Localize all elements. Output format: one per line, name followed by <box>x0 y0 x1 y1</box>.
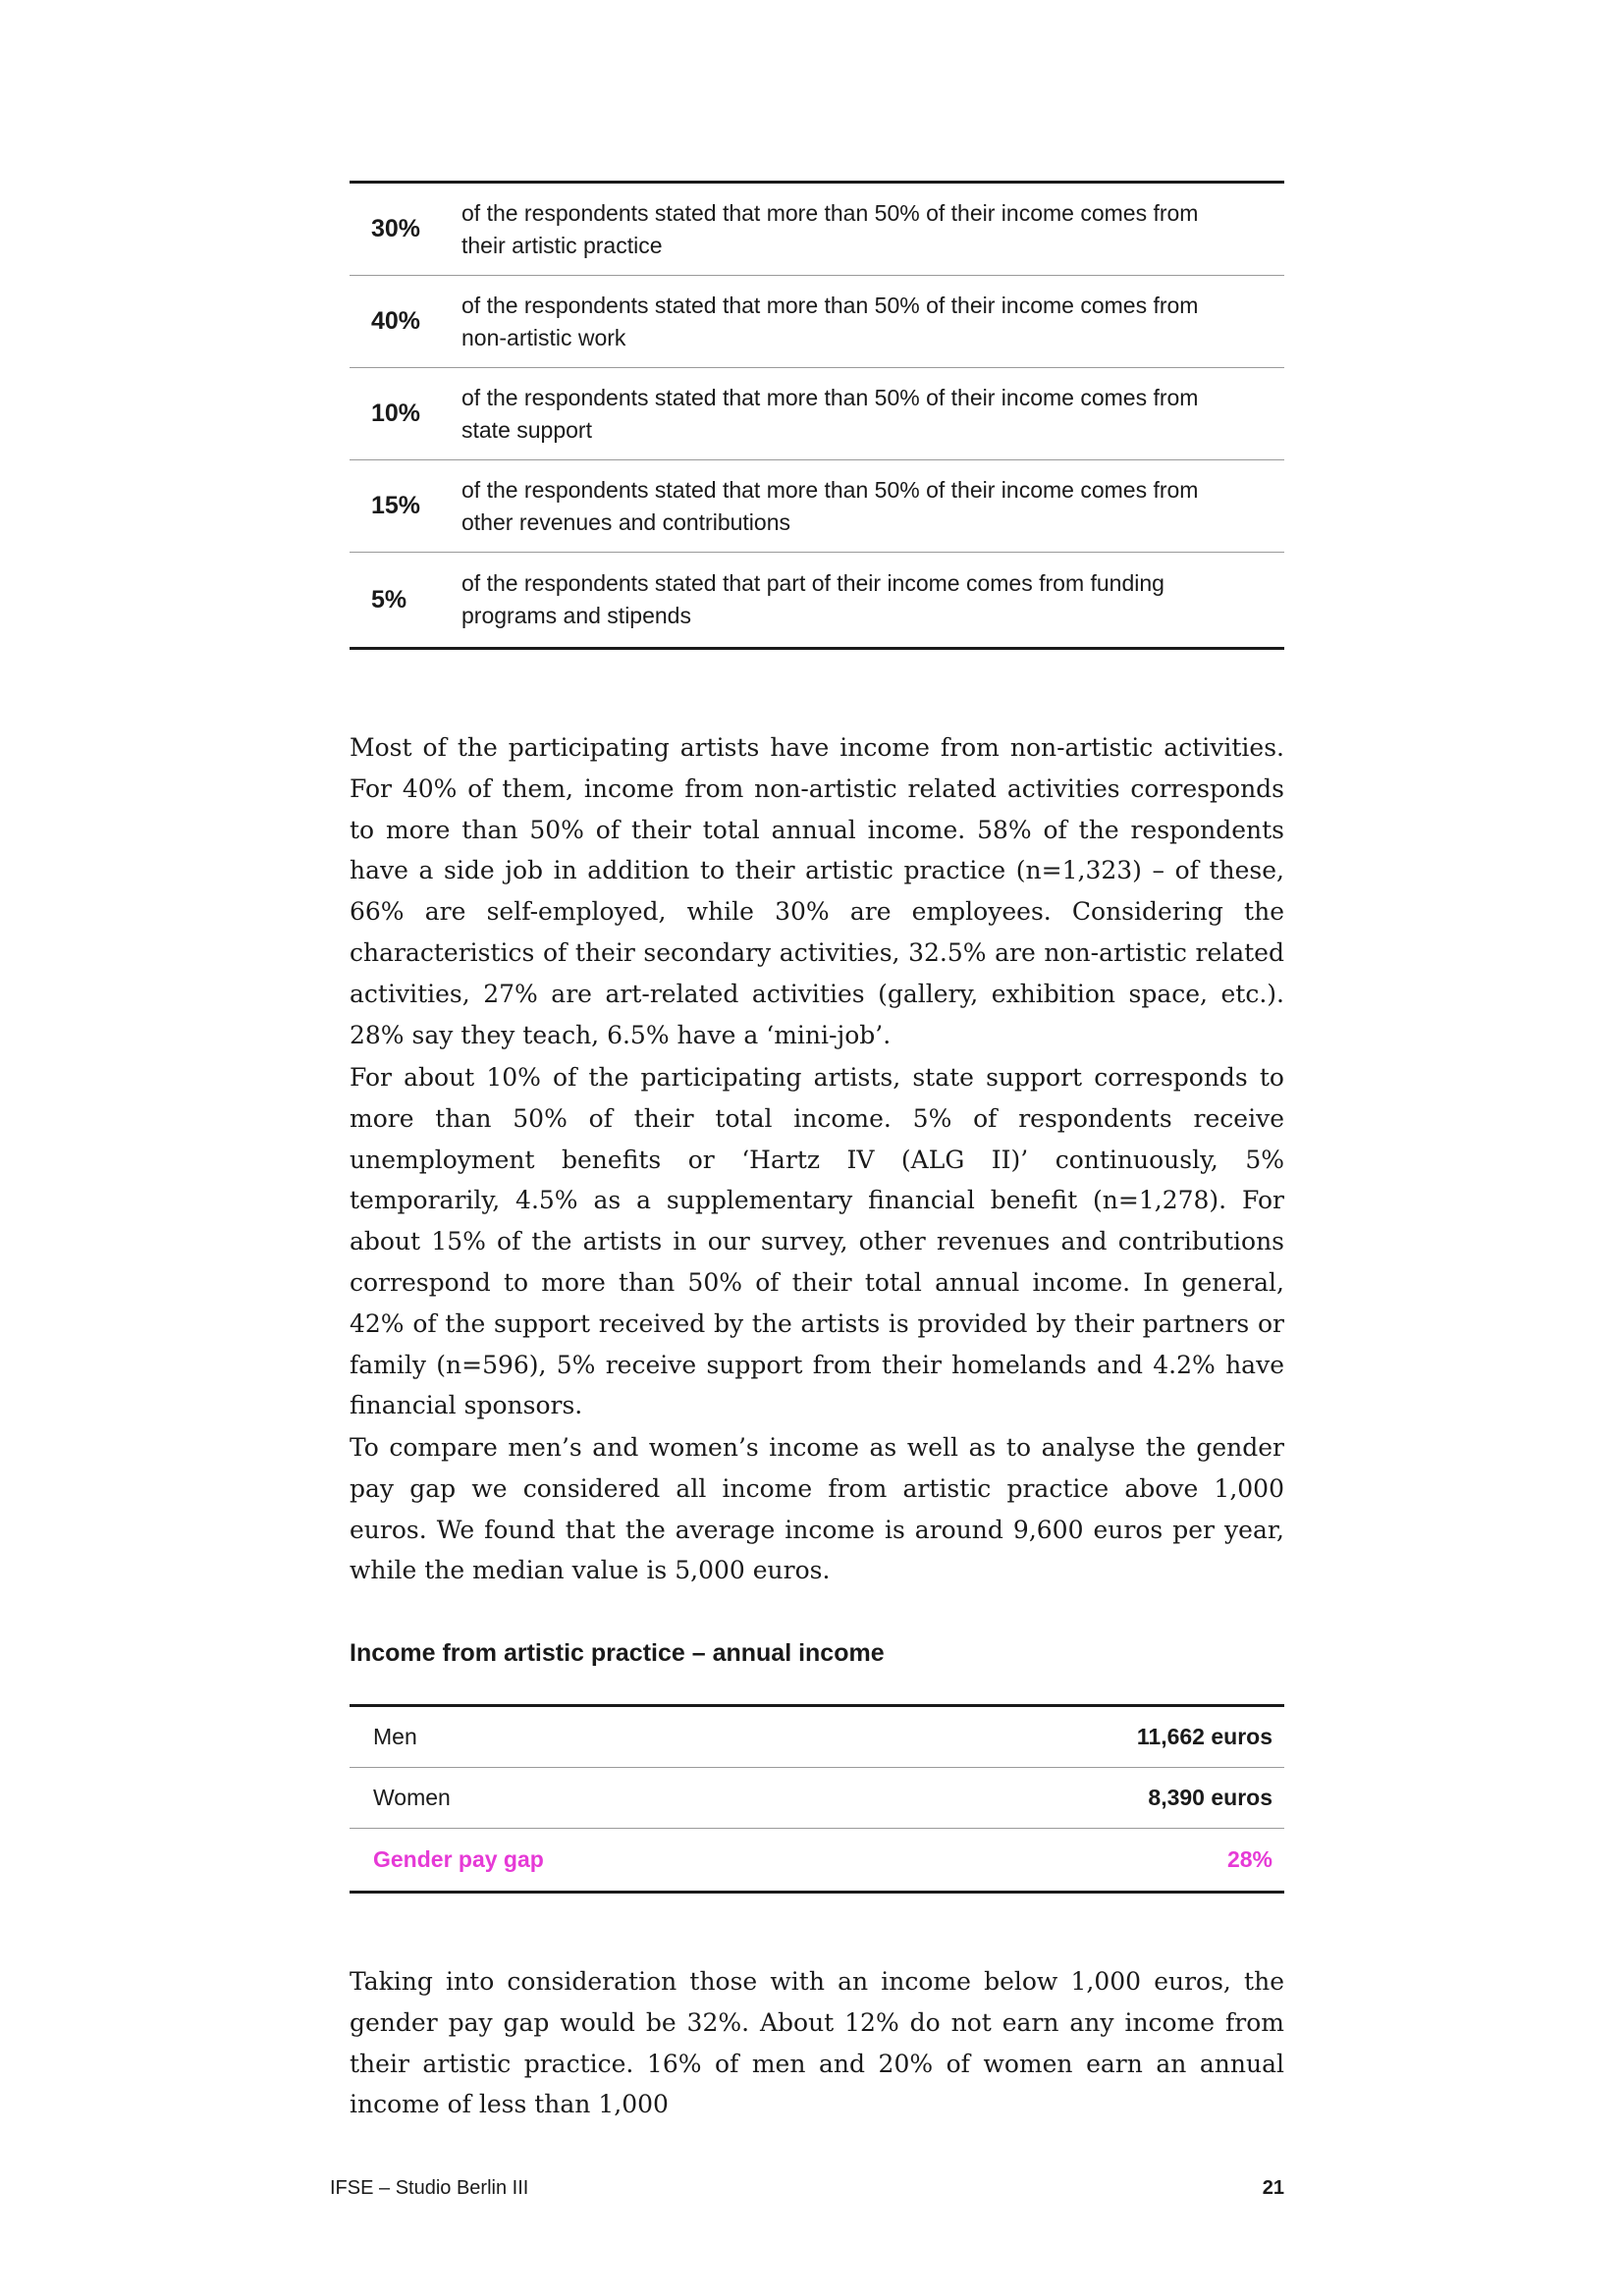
income-table-title: Income from artistic practice – annual income <box>350 1639 885 1667</box>
stat-row <box>350 368 1284 460</box>
income-row-men <box>350 1707 1284 1768</box>
stat-row <box>350 460 1284 553</box>
income-label: Women <box>373 1785 451 1810</box>
footer-publication: IFSE – Studio Berlin III <box>330 2177 529 2199</box>
income-row-gender-pay-gap <box>350 1829 1284 1891</box>
stat-percentage: 10% <box>371 400 421 427</box>
income-value: 11,662 euros <box>1136 1724 1272 1749</box>
paragraph-non-artistic-income: Most of the participating artists have income from non-artistic activities. For 40% of them, income from non-artistic related activities corresponds to more than 50% of their total annual income. 58% of the respondents have a side job in addition to their artistic practice (n=1,323) – of these, 66% are self-employed, while 30% are employees. Considering the characteristics of their secondary activities, 32.5% are non-artistic related activities, 27% are art-related activities (gallery, exhibition space, etc.). 28% say they teach, 6.5% have a ‘mini-job’. <box>350 733 1284 1049</box>
stat-row <box>350 553 1284 647</box>
paragraph-below-threshold: Taking into consideration those with an income below 1,000 euros, the gender pay gap would be 32%. About 12% do not earn any income from their artistic practice. 16% of men and 20% of women earn an annual income of less than 1,000 <box>350 1967 1284 2119</box>
stat-description: of the respondents stated that part of their income comes from funding programs and stipends <box>461 570 1164 628</box>
income-value: 28% <box>1226 1846 1272 1872</box>
income-value: 8,390 euros <box>1148 1785 1272 1810</box>
stat-row <box>350 184 1284 276</box>
annual-income-table <box>350 1704 1284 1894</box>
stat-description: of the respondents stated that more than 50% of their income comes from state support <box>461 384 1199 443</box>
stat-description: of the respondents stated that more than 50% of their income comes from other revenues and contributions <box>461 476 1199 535</box>
stat-description: of the respondents stated that more than 50% of their income comes from their artistic practice <box>461 199 1199 258</box>
income-source-stats-table <box>350 181 1284 650</box>
paragraph-gender-pay-gap: To compare men’s and women’s income as well as to analyse the gender pay gap we considered all income from artistic practice above 1,000 euros. We found that the average income is around 9,600 euros per year, while the median value is 5,000 euros. <box>350 1433 1284 1585</box>
stat-percentage: 40% <box>371 307 421 335</box>
page-number: 21 <box>1262 2177 1284 2199</box>
stat-percentage: 15% <box>371 492 421 519</box>
income-row-women <box>350 1768 1284 1829</box>
paragraph-state-support: For about 10% of the participating artists, state support corresponds to more than 50% of their total income. 5% of respondents receive unemployment benefits or ‘Hartz IV (ALG II)’ continuously, 5% temporarily, 4.5% as a supplementary financial benefit (n=1,278). For about 15% of the artists in our survey, other revenues and contributions correspond to more than 50% of their total annual income. In general, 42% of the support received by the artists is provided by their partners or family (n=596), 5% receive support from their homelands and 4.2% have financial sponsors. <box>350 1063 1284 1420</box>
stat-percentage: 30% <box>371 215 421 242</box>
income-label: Men <box>373 1724 417 1749</box>
stat-row <box>350 276 1284 368</box>
stat-percentage: 5% <box>371 585 407 614</box>
income-label: Gender pay gap <box>373 1846 544 1872</box>
stat-description: of the respondents stated that more than 50% of their income comes from non-artistic work <box>461 292 1199 350</box>
